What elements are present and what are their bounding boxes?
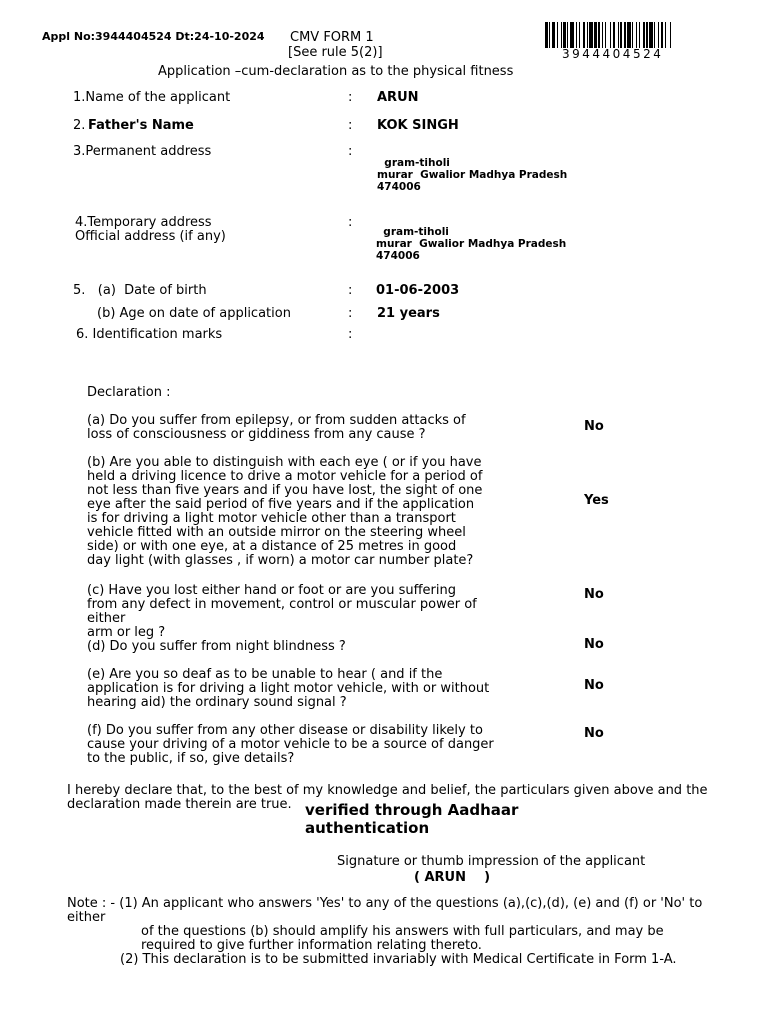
colon: : xyxy=(348,90,353,105)
answer-c: No xyxy=(584,587,604,602)
question-e: (e) Are you so deaf as to be unable to hear ( and if the application is for driving a light motor vehicle, with or without hearing aid) the ordinary sound signal ? xyxy=(87,667,490,710)
note-1-continued: of the questions (b) should amplify his answers with full particulars, and may be required to give further information relating thereto. xyxy=(141,924,664,953)
official-address-label: Official address (if any) xyxy=(75,229,226,244)
answer-e: No xyxy=(584,678,604,693)
colon: : xyxy=(348,306,353,321)
barcode-bar xyxy=(587,22,588,48)
barcode-bar xyxy=(594,22,597,48)
colon: : xyxy=(348,327,353,342)
barcode-bar xyxy=(610,22,611,48)
answer-d: No xyxy=(584,637,604,652)
answer-a: No xyxy=(584,419,604,434)
barcode-bar xyxy=(563,22,566,48)
question-a: (a) Do you suffer from epilepsy, or from sudden attacks of loss of consciousness or giddiness from any cause ? xyxy=(87,413,466,442)
question-d: (d) Do you suffer from night blindness ? xyxy=(87,639,346,654)
barcode-bar xyxy=(627,22,631,48)
aadhaar-verification: verified through Aadhaar authentication xyxy=(305,801,519,837)
note-1: Note : - (1) An applicant who answers 'Yes' to any of the questions (a),(c),(d), (e) and (f) or 'No' to either xyxy=(67,896,703,925)
application-number: Appl No:3944404524 Dt:24-10-2024 xyxy=(42,30,265,43)
name-label: 1.Name of the applicant xyxy=(73,90,231,105)
barcode-bar xyxy=(605,22,606,48)
barcode-bar xyxy=(570,22,574,48)
barcode-bar xyxy=(639,22,640,48)
barcode-bar xyxy=(598,22,599,48)
barcode-bar xyxy=(632,22,633,48)
colon: : xyxy=(348,215,353,230)
father-number: 2. xyxy=(73,118,86,133)
question-c: (c) Have you lost either hand or foot or are you suffering from any defect in movement, control or muscular power of either arm or leg ? xyxy=(87,583,477,640)
form-title: CMV FORM 1 xyxy=(290,30,374,45)
signature-label: Signature or thumb impression of the applicant xyxy=(337,854,646,869)
barcode xyxy=(545,22,717,48)
barcode-bar xyxy=(545,22,548,48)
barcode-bar xyxy=(661,22,664,48)
barcode-bar xyxy=(624,22,625,48)
answer-b: Yes xyxy=(584,493,609,508)
barcode-bar xyxy=(589,22,593,48)
permanent-address-label: 3.Permanent address xyxy=(73,144,212,159)
barcode-bar xyxy=(646,22,647,48)
barcode-bar xyxy=(561,22,562,48)
barcode-bar xyxy=(643,22,646,48)
barcode-bar xyxy=(557,22,558,48)
barcode-bar xyxy=(602,22,603,48)
declaration-heading: Declaration : xyxy=(87,385,171,400)
barcode-bar xyxy=(618,22,619,48)
permanent-address-value: gram-tiholi murar Gwalior Madhya Pradesh 474006 xyxy=(377,157,568,193)
barcode-bar xyxy=(620,22,621,48)
question-b: (b) Are you able to distinguish with each eye ( or if you have held a driving licence to drive a motor vehicle for a period of not less than five years and if you have lost, the sight of one eye after the said period of five years and if the application is for driving a light motor vehicle other than a transport vehicle fitted with an outside mirror on the steering wheel side) or with one eye, at a distance of 25 metres in good day light (with glasses , if worn) a motor car number plate? xyxy=(87,455,483,568)
barcode-bar xyxy=(654,22,655,48)
barcode-bar xyxy=(649,22,653,48)
barcode-number: 3944404524 xyxy=(562,47,664,61)
father-value: KOK SINGH xyxy=(377,118,459,133)
name-value: ARUN xyxy=(377,90,419,105)
barcode-bar xyxy=(583,22,586,48)
barcode-bar xyxy=(658,22,659,48)
colon: : xyxy=(348,118,353,133)
colon: : xyxy=(348,144,353,159)
barcode-bar xyxy=(552,22,556,48)
barcode-bar xyxy=(549,22,550,48)
barcode-bar xyxy=(670,22,671,48)
barcode-bar xyxy=(579,22,580,48)
colon: : xyxy=(348,283,353,298)
answer-f: No xyxy=(584,726,604,741)
barcode-bar xyxy=(665,22,666,48)
identification-marks-label: 6. Identification marks xyxy=(76,327,223,342)
barcode-bar xyxy=(567,22,568,48)
age-value: 21 years xyxy=(377,306,440,321)
dob-value: 01-06-2003 xyxy=(376,283,460,298)
question-f: (f) Do you suffer from any other disease or disability likely to cause your driving of a motor vehicle to be a source of danger to the public, if so, give details? xyxy=(87,723,494,766)
age-label: (b) Age on date of application xyxy=(97,306,291,321)
form-subtitle: Application –cum-declaration as to the physical fitness xyxy=(158,64,514,79)
declaration-statement: I hereby declare that, to the best of my knowledge and belief, the particulars given above and the declaration made therein are true. xyxy=(67,783,708,812)
temporary-address-value: gram-tiholi murar Gwalior Madhya Pradesh 474006 xyxy=(376,226,567,262)
note-2: (2) This declaration is to be submitted invariably with Medical Certificate in Form 1-A. xyxy=(120,952,677,967)
temporary-address-label: 4.Temporary address xyxy=(75,215,212,230)
barcode-bar xyxy=(613,22,616,48)
rule-reference: [See rule 5(2)] xyxy=(288,45,383,60)
dob-label: 5. (a) Date of birth xyxy=(73,283,207,298)
barcode-bar xyxy=(576,22,577,48)
barcode-bar xyxy=(636,22,637,48)
signature-name: ( ARUN ) xyxy=(414,870,491,885)
father-label: Father's Name xyxy=(88,118,194,133)
